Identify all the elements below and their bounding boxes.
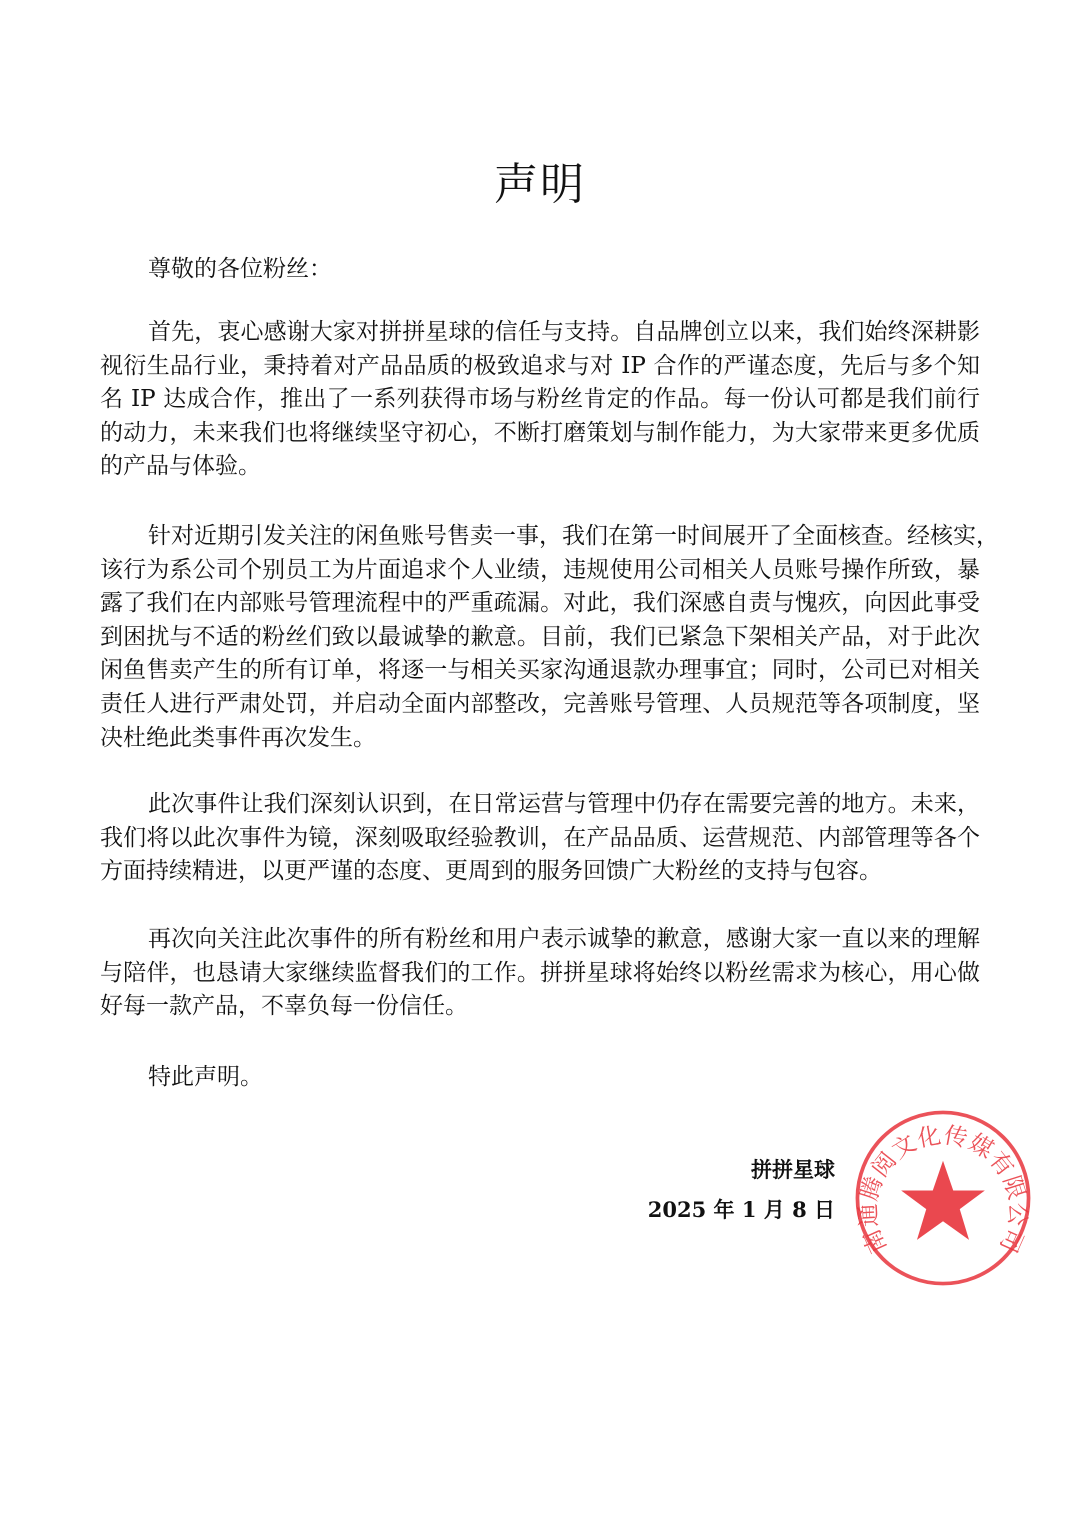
paragraph-line: 闲鱼售卖产生的所有订单，将逐一与相关买家沟通退款办理事宜；同时，公司已对相关 bbox=[100, 657, 980, 684]
paragraph bbox=[100, 923, 980, 1024]
paragraph-line: 与陪伴，也恳请大家继续监督我们的工作。拼拼星球将始终以粉丝需求为核心，用心做 bbox=[100, 959, 980, 986]
signature-name: 拼拼星球 bbox=[751, 1157, 835, 1182]
paragraph-line: 我们将以此次事件为镜，深刻吸取经验教训，在产品品质、运营规范、内部管理等各个 bbox=[100, 824, 980, 851]
paragraph-line: 视衍生品行业，秉持着对产品品质的极致追求与对 IP 合作的严谨态度，先后与多个知 bbox=[100, 352, 980, 379]
signature-block bbox=[560, 1150, 835, 1230]
signature-date: 2025 年 1 月 8 日 bbox=[647, 1197, 835, 1222]
stamp-text: 南通腾阅文化传媒有限公司 bbox=[854, 1121, 1032, 1258]
closing-line: 特此声明。 bbox=[148, 1064, 263, 1090]
paragraph-line: 该行为系公司个别员工为片面追求个人业绩，违规使用公司相关人员账号操作所致，暴 bbox=[100, 556, 980, 583]
paragraph-line: 此次事件让我们深刻认识到，在日常运营与管理中仍存在需要完善的地方。未来， bbox=[148, 791, 980, 817]
company-seal-stamp bbox=[850, 1105, 1036, 1291]
paragraph-line: 名 IP 达成合作，推出了一系列获得市场与粉丝肯定的作品。每一份认可都是我们前行 bbox=[100, 386, 980, 413]
paragraph-line: 的动力，未来我们也将继续坚守初心，不断打磨策划与制作能力，为大家带来更多优质 bbox=[100, 419, 980, 446]
star-icon bbox=[901, 1161, 985, 1240]
paragraph-line: 露了我们在内部账号管理流程中的严重疏漏。对此，我们深感自责与愧疚，向因此事受 bbox=[100, 590, 980, 617]
paragraph-line: 的产品与体验。 bbox=[100, 453, 261, 480]
paragraph-line: 到困扰与不适的粉丝们致以最诚挚的歉意。目前，我们已紧急下架相关产品，对于此次 bbox=[100, 623, 980, 650]
paragraph bbox=[100, 788, 980, 889]
paragraph-line: 好每一款产品，不辜负每一份信任。 bbox=[100, 993, 468, 1020]
paragraph-line: 首先，衷心感谢大家对拼拼星球的信任与支持。自品牌创立以来，我们始终深耕影 bbox=[148, 319, 980, 345]
paragraph-line: 针对近期引发关注的闲鱼账号售卖一事，我们在第一时间展开了全面核查。经核实， bbox=[148, 523, 999, 549]
paragraph-line: 责任人进行严肃处罚，并启动全面内部整改，完善账号管理、人员规范等各项制度，坚 bbox=[100, 690, 980, 717]
paragraph-line: 决杜绝此类事件再次发生。 bbox=[100, 724, 376, 751]
paragraph bbox=[100, 520, 999, 755]
salutation: 尊敬的各位粉丝： bbox=[148, 256, 332, 282]
paragraph-line: 方面持续精进，以更严谨的态度、更周到的服务回馈广大粉丝的支持与包容。 bbox=[100, 858, 882, 885]
paragraph-line: 再次向关注此次事件的所有粉丝和用户表示诚挚的歉意，感谢大家一直以来的理解 bbox=[148, 926, 980, 952]
paragraph bbox=[100, 316, 980, 484]
document-title: 声明 bbox=[494, 159, 586, 210]
